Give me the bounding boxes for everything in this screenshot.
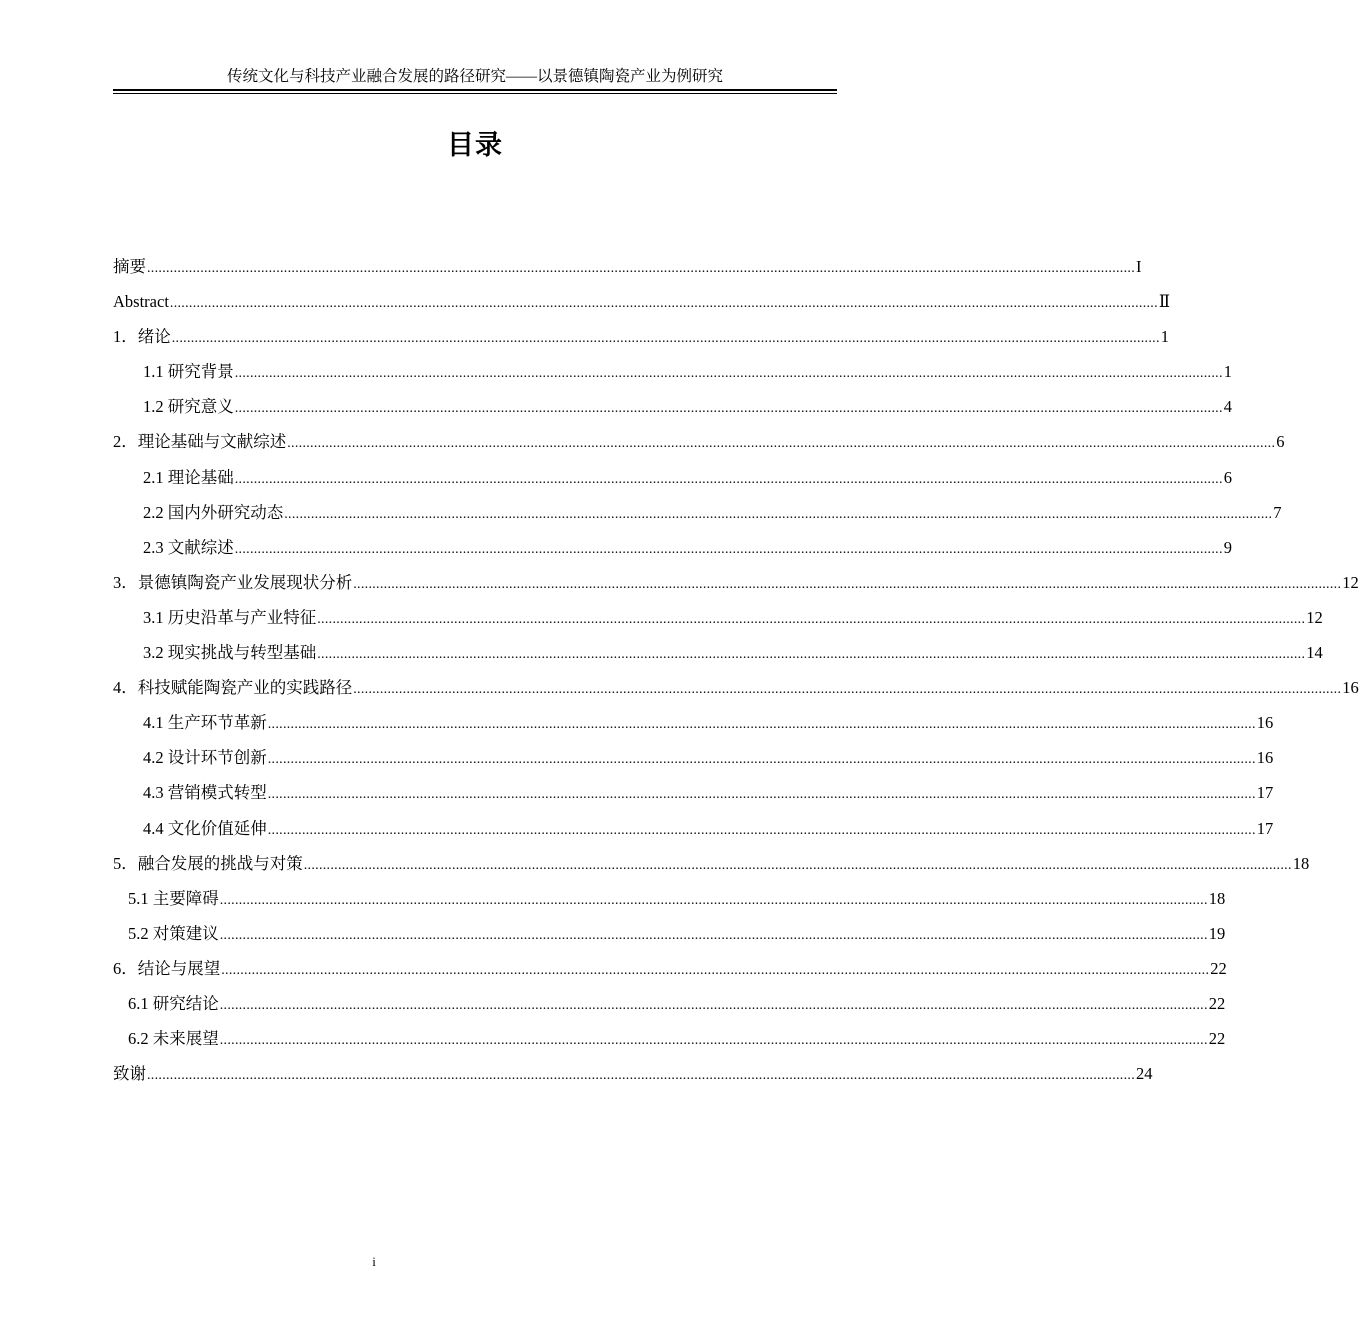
toc-dot-leader: ....................................................................................................................................................................................................................................................................: [287, 436, 1276, 452]
toc-entry-label: 4.3 营销模式转型: [143, 783, 267, 803]
toc-entry[interactable]: [113, 951, 1227, 986]
toc-entry-label: 3.1 历史沿革与产业特征: [143, 607, 317, 627]
toc-entry-page: 1: [1223, 362, 1232, 382]
toc-entry-label: 4.4 文化价值延伸: [143, 818, 267, 838]
toc-entry[interactable]: [113, 740, 1274, 775]
toc-entry[interactable]: [113, 284, 1171, 319]
toc-entry-page: 19: [1208, 923, 1226, 943]
toc-dot-leader: ....................................................................................................................................................................................................................................................................: [267, 822, 1256, 838]
toc-entry-page: 17: [1256, 783, 1274, 803]
toc-dot-leader: ....................................................................................................................................................................................................................................................................: [147, 1068, 1135, 1084]
page-number: i: [372, 1254, 376, 1269]
toc-dot-leader: ....................................................................................................................................................................................................................................................................: [353, 682, 1342, 698]
toc-entry[interactable]: [113, 249, 1142, 284]
toc-entry-page: 24: [1136, 1064, 1153, 1084]
toc-entry-label: 4.1 生产环节革新: [143, 713, 267, 733]
toc-entry[interactable]: [113, 600, 1323, 635]
toc-dot-leader: ....................................................................................................................................................................................................................................................................: [267, 717, 1256, 733]
toc-entry-page: 16: [1256, 748, 1274, 768]
toc-entry-page: 18: [1292, 853, 1310, 873]
toc-entry-page: 6: [1276, 432, 1285, 452]
toc-entry[interactable]: [113, 986, 1226, 1021]
toc-dot-leader: ....................................................................................................................................................................................................................................................................: [219, 1033, 1208, 1049]
toc-dot-leader: ....................................................................................................................................................................................................................................................................: [267, 787, 1256, 803]
toc-dot-leader: ....................................................................................................................................................................................................................................................................: [234, 471, 1223, 487]
toc-entry[interactable]: [113, 495, 1282, 530]
toc-entry-label: 3．景德镇陶瓷产业发展现状分析: [113, 572, 353, 592]
toc-entry-label: 1．绪论: [113, 327, 171, 347]
toc-entry-page: 12: [1342, 572, 1359, 592]
toc-title: 目录: [447, 130, 503, 161]
toc-entry[interactable]: [113, 1056, 1153, 1091]
toc-entry[interactable]: [113, 389, 1232, 424]
toc-dot-leader: ....................................................................................................................................................................................................................................................................: [234, 541, 1223, 557]
toc-dot-leader: ....................................................................................................................................................................................................................................................................: [221, 962, 1210, 978]
toc-entry-label: 4.2 设计环节创新: [143, 748, 267, 768]
toc-dot-leader: ....................................................................................................................................................................................................................................................................: [317, 647, 1306, 663]
toc-dot-leader: ....................................................................................................................................................................................................................................................................: [267, 752, 1256, 768]
toc-entry-label: 2.2 国内外研究动态: [143, 502, 284, 522]
toc-entry[interactable]: [113, 424, 1285, 459]
toc-entry-page: 22: [1208, 1029, 1226, 1049]
toc-entry[interactable]: [113, 846, 1310, 881]
toc-entry-label: 6.2 未来展望: [128, 1029, 219, 1049]
running-header: 传统文化与科技产业融合发展的路径研究——以景德镇陶瓷产业为例研究: [226, 68, 723, 85]
toc-list: [113, 249, 1359, 1091]
toc-entry-label: 5.2 对策建议: [128, 923, 219, 943]
toc-entry[interactable]: [113, 705, 1274, 740]
toc-entry[interactable]: [113, 530, 1232, 565]
toc-entry-page: 17: [1256, 818, 1274, 838]
toc-dot-leader: ....................................................................................................................................................................................................................................................................: [147, 261, 1135, 276]
toc-entry-label: 摘要: [113, 257, 146, 276]
toc-dot-leader: ....................................................................................................................................................................................................................................................................: [219, 927, 1208, 943]
toc-entry[interactable]: [113, 881, 1226, 916]
toc-entry[interactable]: [113, 635, 1323, 670]
toc-entry-page: 16: [1256, 713, 1274, 733]
toc-entry[interactable]: [113, 670, 1359, 705]
toc-entry-label: 6．结论与展望: [113, 958, 221, 978]
toc-dot-leader: ....................................................................................................................................................................................................................................................................: [284, 506, 1273, 522]
toc-dot-leader: ....................................................................................................................................................................................................................................................................: [169, 296, 1158, 312]
toc-entry-page: 22: [1210, 958, 1227, 978]
toc-entry-page: 22: [1208, 993, 1226, 1013]
toc-entry-label: 2.3 文献综述: [143, 537, 234, 557]
toc-dot-leader: ....................................................................................................................................................................................................................................................................: [234, 366, 1223, 382]
toc-entry-page: 18: [1208, 888, 1226, 908]
toc-dot-leader: ....................................................................................................................................................................................................................................................................: [303, 857, 1292, 873]
toc-entry[interactable]: [113, 354, 1232, 389]
toc-entry-label: 1.1 研究背景: [143, 362, 234, 382]
toc-entry[interactable]: [113, 565, 1359, 600]
toc-entry-page: 9: [1223, 537, 1232, 557]
toc-dot-leader: ....................................................................................................................................................................................................................................................................: [353, 576, 1342, 592]
toc-entry-page: 12: [1306, 607, 1323, 627]
toc-entry[interactable]: [113, 319, 1169, 354]
toc-entry-page: 7: [1273, 502, 1282, 522]
toc-entry-page: 14: [1306, 643, 1323, 663]
toc-entry-page: 4: [1223, 397, 1232, 417]
toc-entry[interactable]: [113, 811, 1274, 846]
toc-entry-label: 2．理论基础与文献综述: [113, 432, 287, 452]
toc-dot-leader: ....................................................................................................................................................................................................................................................................: [219, 997, 1208, 1013]
toc-dot-leader: ....................................................................................................................................................................................................................................................................: [317, 611, 1306, 627]
header-double-rule: [113, 89, 837, 94]
toc-dot-leader: ....................................................................................................................................................................................................................................................................: [171, 331, 1160, 347]
toc-entry-label: 致谢: [113, 1064, 146, 1084]
toc-entry-label: 5．融合发展的挑战与对策: [113, 853, 303, 873]
toc-entry[interactable]: [113, 1021, 1226, 1056]
toc-entry-page: 1: [1160, 327, 1169, 347]
toc-entry-label: 3.2 现实挑战与转型基础: [143, 643, 317, 663]
toc-entry-label: Abstract: [113, 292, 169, 312]
toc-entry-page: I: [1136, 257, 1142, 276]
toc-entry-page: 16: [1342, 678, 1359, 698]
toc-entry-label: 2.1 理论基础: [143, 467, 234, 487]
toc-entry-label: 5.1 主要障碍: [128, 888, 219, 908]
toc-entry[interactable]: [113, 916, 1226, 951]
toc-dot-leader: ....................................................................................................................................................................................................................................................................: [219, 892, 1208, 908]
toc-entry-label: 1.2 研究意义: [143, 397, 234, 417]
toc-entry-label: 4．科技赋能陶瓷产业的实践路径: [113, 678, 353, 698]
toc-entry[interactable]: [113, 460, 1232, 495]
toc-entry-page: 6: [1223, 467, 1232, 487]
toc-dot-leader: ....................................................................................................................................................................................................................................................................: [234, 401, 1223, 417]
toc-entry[interactable]: [113, 775, 1274, 810]
toc-entry-page: Ⅱ: [1158, 292, 1171, 312]
toc-entry-label: 6.1 研究结论: [128, 993, 219, 1013]
